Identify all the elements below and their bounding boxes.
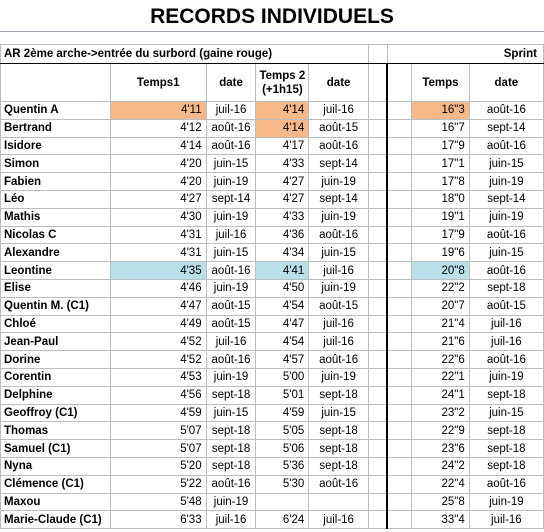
date3-cell[interactable]: juin-15 [469, 404, 543, 422]
sprint-blank-cell[interactable] [387, 475, 412, 493]
date2-cell[interactable]: juin-19 [309, 173, 369, 191]
table-row [1, 226, 544, 244]
table-row [1, 440, 544, 458]
temps2-cell[interactable]: 4'34 [256, 244, 309, 262]
sprint-blank-cell[interactable] [387, 457, 412, 475]
date2-cell[interactable]: août-16 [309, 226, 369, 244]
sprint-blank-cell[interactable] [387, 190, 412, 208]
sprint-blank-cell[interactable] [387, 493, 412, 511]
temps2-cell[interactable]: 4'33 [256, 155, 309, 173]
date2-cell[interactable]: sept-18 [309, 422, 369, 440]
date3-cell[interactable]: sept-14 [469, 119, 543, 137]
table-row [1, 119, 544, 137]
date3-cell[interactable]: sept-14 [469, 190, 543, 208]
spacer-cell [368, 137, 387, 155]
sprint-blank-cell[interactable] [387, 155, 412, 173]
name-cell[interactable]: Leontine [1, 262, 111, 280]
date2-cell[interactable]: sept-18 [309, 440, 369, 458]
date2-cell[interactable]: août-15 [309, 297, 369, 315]
section-title-left[interactable]: AR 2ème arche->entrée du surbord (gaine rouge) [1, 45, 369, 64]
table-row [1, 190, 544, 208]
date3-cell[interactable]: juil-16 [469, 333, 543, 351]
header-temps2-line1: Temps 2 [259, 69, 306, 82]
date1-cell[interactable]: sept-18 [206, 457, 256, 475]
temps2-cell[interactable]: 4'47 [256, 315, 309, 333]
date3-cell[interactable]: août-16 [469, 226, 543, 244]
sprint-blank-cell[interactable] [387, 368, 412, 386]
name-cell[interactable]: Geoffroy (C1) [1, 404, 111, 422]
sprint-blank-cell[interactable] [387, 208, 412, 226]
temps2-cell[interactable]: 4'50 [256, 279, 309, 297]
spacer-cell [368, 475, 387, 493]
sprint-blank-cell[interactable] [387, 422, 412, 440]
spacer-cell [368, 45, 387, 64]
spacer-cell [368, 190, 387, 208]
header-name-cell[interactable] [1, 64, 111, 102]
date2-cell[interactable]: juin-15 [309, 404, 369, 422]
temps1-cell[interactable]: 4'59 [110, 404, 206, 422]
header-temps3[interactable]: Temps [412, 64, 470, 102]
date2-cell[interactable]: juin-19 [309, 279, 369, 297]
date3-cell[interactable]: juin-19 [469, 208, 543, 226]
temps1-cell[interactable]: 4'52 [110, 333, 206, 351]
date2-cell[interactable]: juin-19 [309, 368, 369, 386]
temps1-cell[interactable]: 4'11 [110, 102, 206, 120]
date2-cell[interactable]: sept-18 [309, 457, 369, 475]
name-cell[interactable]: Fabien [1, 173, 111, 191]
name-cell[interactable]: Clémence (C1) [1, 475, 111, 493]
temps3-cell[interactable]: 22"2 [412, 279, 470, 297]
table-row [1, 297, 544, 315]
temps2-cell[interactable]: 4'14 [256, 119, 309, 137]
name-cell[interactable]: Quentin A [1, 102, 111, 120]
temps3-cell[interactable]: 24"2 [412, 457, 470, 475]
date3-cell[interactable]: juil-16 [469, 511, 543, 529]
sprint-blank-cell[interactable] [387, 102, 412, 120]
name-cell[interactable]: Léo [1, 190, 111, 208]
date2-cell[interactable]: août-15 [309, 119, 369, 137]
temps1-cell[interactable]: 4'31 [110, 244, 206, 262]
name-cell[interactable]: Mathis [1, 208, 111, 226]
temps1-cell[interactable]: 4'52 [110, 351, 206, 369]
table-row [1, 315, 544, 333]
spacer-cell [368, 173, 387, 191]
temps1-cell[interactable]: 4'31 [110, 226, 206, 244]
date3-cell[interactable]: août-16 [469, 137, 543, 155]
spacer-cell [368, 511, 387, 529]
date2-cell[interactable]: juil-16 [309, 315, 369, 333]
table-row [1, 155, 544, 173]
date3-cell[interactable]: août-16 [469, 102, 543, 120]
name-cell[interactable]: Samuel (C1) [1, 440, 111, 458]
sprint-blank-cell[interactable] [387, 511, 412, 529]
sprint-blank-cell[interactable] [387, 173, 412, 191]
spacer-cell [368, 64, 387, 102]
spacer-cell [368, 119, 387, 137]
table-row [1, 457, 544, 475]
temps1-cell[interactable]: 4'53 [110, 368, 206, 386]
table-row [1, 333, 544, 351]
header-sprint-blank[interactable] [387, 64, 412, 102]
name-cell[interactable]: Bertrand [1, 119, 111, 137]
date1-cell[interactable]: août-15 [206, 297, 256, 315]
temps3-cell[interactable]: 20"7 [412, 297, 470, 315]
temps1-cell[interactable]: 5'22 [110, 475, 206, 493]
sprint-blank-cell[interactable] [387, 119, 412, 137]
temps2-cell[interactable]: 4'59 [256, 404, 309, 422]
sprint-blank-cell[interactable] [387, 137, 412, 155]
temps3-cell[interactable]: 23"6 [412, 440, 470, 458]
name-cell[interactable]: Delphine [1, 386, 111, 404]
name-cell[interactable]: Isidore [1, 137, 111, 155]
temps2-cell[interactable] [256, 493, 309, 511]
date2-cell[interactable]: juil-16 [309, 262, 369, 280]
table-row [1, 422, 544, 440]
temps3-cell[interactable]: 19"6 [412, 244, 470, 262]
temps2-cell[interactable]: 5'00 [256, 368, 309, 386]
date1-cell[interactable]: août-16 [206, 119, 256, 137]
temps1-cell[interactable]: 4'46 [110, 279, 206, 297]
date1-cell[interactable]: août-16 [206, 351, 256, 369]
temps1-cell[interactable]: 4'49 [110, 315, 206, 333]
spacer-cell [368, 315, 387, 333]
temps3-cell[interactable]: 21"6 [412, 333, 470, 351]
header-date2[interactable]: date [309, 64, 369, 102]
header-temps2-line2: (+1h15) [262, 83, 303, 96]
temps2-cell[interactable]: 6'24 [256, 511, 309, 529]
header-temps2[interactable] [256, 64, 309, 102]
spacer-cell [368, 457, 387, 475]
header-date1[interactable]: date [206, 64, 256, 102]
date2-cell[interactable]: août-16 [309, 137, 369, 155]
temps1-cell[interactable]: 4'14 [110, 137, 206, 155]
date2-cell[interactable] [309, 493, 369, 511]
date1-cell[interactable]: sept-14 [206, 190, 256, 208]
temps2-cell[interactable]: 5'30 [256, 475, 309, 493]
table-row [1, 404, 544, 422]
table-row [1, 137, 544, 155]
date1-cell[interactable]: juin-19 [206, 173, 256, 191]
date3-cell[interactable]: juin-15 [469, 155, 543, 173]
temps2-cell[interactable]: 5'01 [256, 386, 309, 404]
spacer-cell [368, 279, 387, 297]
date1-cell[interactable]: juin-19 [206, 493, 256, 511]
date3-cell[interactable]: juin-19 [469, 493, 543, 511]
name-cell[interactable]: Nyna [1, 457, 111, 475]
date1-cell[interactable]: juin-19 [206, 368, 256, 386]
date1-cell[interactable]: août-16 [206, 137, 256, 155]
sprint-blank-cell[interactable] [387, 297, 412, 315]
temps2-cell[interactable]: 4'54 [256, 333, 309, 351]
name-cell[interactable]: Alexandre [1, 244, 111, 262]
temps2-cell[interactable]: 5'36 [256, 457, 309, 475]
spacer-cell [368, 422, 387, 440]
temps2-cell[interactable]: 4'33 [256, 208, 309, 226]
table-row [1, 351, 544, 369]
temps3-cell[interactable]: 16"7 [412, 119, 470, 137]
temps3-cell[interactable]: 22"6 [412, 351, 470, 369]
temps3-cell[interactable]: 20"8 [412, 262, 470, 280]
temps1-cell[interactable]: 4'35 [110, 262, 206, 280]
spacer-cell [368, 368, 387, 386]
spacer-cell [368, 226, 387, 244]
temps3-cell[interactable]: 17"1 [412, 155, 470, 173]
name-cell[interactable]: Corentin [1, 368, 111, 386]
table-row [1, 368, 544, 386]
temps3-cell[interactable]: 24"1 [412, 386, 470, 404]
section-title-right[interactable]: Sprint [387, 45, 543, 64]
name-cell[interactable]: Marie-Claude (C1) [1, 511, 111, 529]
name-cell[interactable]: Elise [1, 279, 111, 297]
temps1-cell[interactable]: 5'48 [110, 493, 206, 511]
temps2-cell[interactable]: 4'27 [256, 190, 309, 208]
header-date3[interactable]: date [469, 64, 543, 102]
sprint-blank-cell[interactable] [387, 333, 412, 351]
name-cell[interactable]: Quentin M. (C1) [1, 297, 111, 315]
name-cell[interactable]: Thomas [1, 422, 111, 440]
spacer-cell [368, 102, 387, 120]
date2-cell[interactable]: juil-16 [309, 102, 369, 120]
temps1-cell[interactable]: 4'12 [110, 119, 206, 137]
date1-cell[interactable]: juin-19 [206, 279, 256, 297]
table-row [1, 279, 544, 297]
date3-cell[interactable]: août-15 [469, 297, 543, 315]
date3-cell[interactable]: août-16 [469, 475, 543, 493]
temps3-cell[interactable]: 22"1 [412, 368, 470, 386]
temps2-cell[interactable]: 5'05 [256, 422, 309, 440]
temps1-cell[interactable]: 4'56 [110, 386, 206, 404]
date2-cell[interactable]: août-16 [309, 475, 369, 493]
date1-cell[interactable]: août-15 [206, 315, 256, 333]
spacer-cell [368, 440, 387, 458]
table-row [1, 386, 544, 404]
temps3-cell[interactable]: 19"1 [412, 208, 470, 226]
temps1-cell[interactable]: 4'20 [110, 155, 206, 173]
records-table [0, 44, 544, 529]
temps3-cell[interactable]: 22"9 [412, 422, 470, 440]
date1-cell[interactable]: août-16 [206, 262, 256, 280]
sprint-blank-cell[interactable] [387, 404, 412, 422]
sheet-title: RECORDS INDIVIDUELS [0, 0, 544, 32]
table-row [1, 475, 544, 493]
spacer-cell [368, 208, 387, 226]
temps3-cell[interactable]: 21"4 [412, 315, 470, 333]
temps3-cell[interactable]: 16"3 [412, 102, 470, 120]
temps1-cell[interactable]: 6'33 [110, 511, 206, 529]
temps3-cell[interactable]: 17"9 [412, 226, 470, 244]
date1-cell[interactable]: juin-15 [206, 155, 256, 173]
temps1-cell[interactable]: 4'30 [110, 208, 206, 226]
temps3-cell[interactable]: 25"8 [412, 493, 470, 511]
temps1-cell[interactable]: 4'20 [110, 173, 206, 191]
spacer-cell [368, 404, 387, 422]
temps1-cell[interactable]: 5'20 [110, 457, 206, 475]
temps3-cell[interactable]: 17"8 [412, 173, 470, 191]
spacer-cell [368, 262, 387, 280]
temps2-cell[interactable]: 4'54 [256, 297, 309, 315]
name-cell[interactable]: Dorine [1, 351, 111, 369]
table-row [1, 493, 544, 511]
date2-cell[interactable]: juil-16 [309, 511, 369, 529]
date1-cell[interactable]: août-16 [206, 475, 256, 493]
name-cell[interactable]: Nicolas C [1, 226, 111, 244]
temps3-cell[interactable]: 33"4 [412, 511, 470, 529]
date1-cell[interactable]: juin-15 [206, 404, 256, 422]
spacer-cell [368, 297, 387, 315]
spacer-cell [368, 244, 387, 262]
temps2-cell[interactable]: 4'14 [256, 102, 309, 120]
date1-cell[interactable]: juil-16 [206, 333, 256, 351]
date3-cell[interactable]: juin-19 [469, 173, 543, 191]
spacer-cell [368, 155, 387, 173]
table-row [1, 262, 544, 280]
temps3-cell[interactable]: 18"0 [412, 190, 470, 208]
date2-cell[interactable]: août-16 [309, 351, 369, 369]
sprint-blank-cell[interactable] [387, 244, 412, 262]
temps2-cell[interactable]: 4'17 [256, 137, 309, 155]
date2-cell[interactable]: juil-16 [309, 333, 369, 351]
date3-cell[interactable]: sept-18 [469, 386, 543, 404]
sprint-blank-cell[interactable] [387, 262, 412, 280]
date3-cell[interactable]: sept-18 [469, 457, 543, 475]
temps2-cell[interactable]: 4'41 [256, 262, 309, 280]
date1-cell[interactable]: juin-19 [206, 208, 256, 226]
name-cell[interactable]: Simon [1, 155, 111, 173]
date1-cell[interactable]: sept-18 [206, 422, 256, 440]
temps1-cell[interactable]: 5'07 [110, 440, 206, 458]
table-row [1, 244, 544, 262]
name-cell[interactable]: Chloé [1, 315, 111, 333]
date2-cell[interactable]: juin-19 [309, 208, 369, 226]
date1-cell[interactable]: juil-16 [206, 511, 256, 529]
table-row [1, 208, 544, 226]
name-cell[interactable]: Maxou [1, 493, 111, 511]
date1-cell[interactable]: juil-16 [206, 226, 256, 244]
spacer-cell [368, 493, 387, 511]
header-temps1[interactable]: Temps1 [110, 64, 206, 102]
temps1-cell[interactable]: 4'27 [110, 190, 206, 208]
spacer-cell [368, 333, 387, 351]
sprint-blank-cell[interactable] [387, 279, 412, 297]
date2-cell[interactable]: juin-15 [309, 244, 369, 262]
date3-cell[interactable]: juin-15 [469, 244, 543, 262]
sprint-blank-cell[interactable] [387, 386, 412, 404]
table-row [1, 173, 544, 191]
table-row [1, 511, 544, 529]
temps2-cell[interactable]: 4'36 [256, 226, 309, 244]
date3-cell[interactable]: juin-19 [469, 368, 543, 386]
date3-cell[interactable]: sept-18 [469, 422, 543, 440]
temps1-cell[interactable]: 4'47 [110, 297, 206, 315]
sprint-blank-cell[interactable] [387, 440, 412, 458]
date1-cell[interactable]: sept-18 [206, 440, 256, 458]
name-cell[interactable]: Jean-Paul [1, 333, 111, 351]
temps2-cell[interactable]: 5'06 [256, 440, 309, 458]
temps3-cell[interactable]: 23"2 [412, 404, 470, 422]
temps2-cell[interactable]: 4'27 [256, 173, 309, 191]
spacer-cell [368, 386, 387, 404]
date3-cell[interactable]: août-16 [469, 351, 543, 369]
date1-cell[interactable]: juil-16 [206, 102, 256, 120]
temps3-cell[interactable]: 22"4 [412, 475, 470, 493]
date3-cell[interactable]: sept-18 [469, 279, 543, 297]
sprint-blank-cell[interactable] [387, 315, 412, 333]
table-row [1, 102, 544, 120]
sprint-blank-cell[interactable] [387, 351, 412, 369]
column-header-row [1, 64, 544, 102]
date3-cell[interactable]: sept-18 [469, 440, 543, 458]
date1-cell[interactable]: sept-18 [206, 386, 256, 404]
temps2-cell[interactable]: 4'57 [256, 351, 309, 369]
section-header-row [1, 45, 544, 64]
date2-cell[interactable]: sept-14 [309, 155, 369, 173]
date3-cell[interactable]: août-16 [469, 262, 543, 280]
date3-cell[interactable]: juil-16 [469, 315, 543, 333]
date2-cell[interactable]: sept-18 [309, 386, 369, 404]
spacer-cell [368, 351, 387, 369]
sprint-blank-cell[interactable] [387, 226, 412, 244]
date2-cell[interactable]: sept-14 [309, 190, 369, 208]
temps1-cell[interactable]: 5'07 [110, 422, 206, 440]
date1-cell[interactable]: juin-15 [206, 244, 256, 262]
temps3-cell[interactable]: 17"9 [412, 137, 470, 155]
